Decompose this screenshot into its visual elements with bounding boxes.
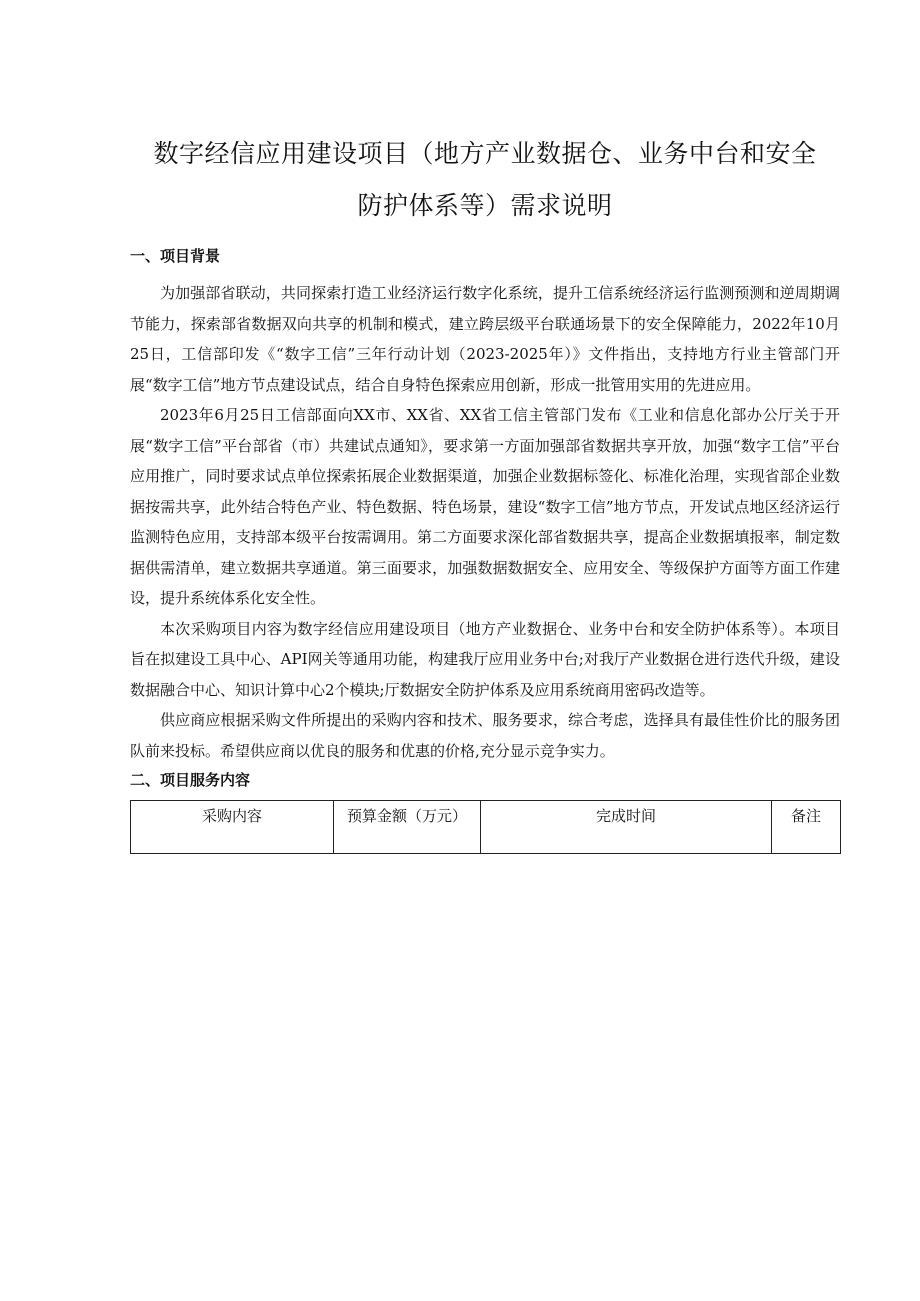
table-header-row <box>131 801 841 854</box>
background-paragraph-3: 本次采购项目内容为数字经信应用建设项目（地方产业数据仓、业务中台和安全防护体系等）。本项目旨在拟建设工具中心、API网关等通用功能，构建我厅应用业务中台;对我厅产业数据仓进行迭代升级，建设数据融合中心、知识计算中心2个模块;厅数据安全防护体系及应用系统商用密码改造等。 <box>130 619 840 699</box>
table-header-cell: 采购内容 <box>131 801 334 854</box>
background-paragraph-1: 为加强部省联动，共同探索打造工业经济运行数字化系统，提升工信系统经济运行监测预测和逆周期调节能力，探索部省数据双向共享的机制和模式，建立跨层级平台联通场景下的安全保障能力，2022年10月25日，工信部印发《“数字工信”三年行动计划（2023-2025年）》文件指出，支持地方行业主管部门开展“数字工信”地方节点建设试点，结合自身特色探索应用创新，形成一批管用实用的先进应用。 <box>130 284 840 394</box>
document-title <box>130 128 840 232</box>
background-paragraph-4: 供应商应根据采购文件所提出的采购内容和技术、服务要求，综合考虑，选择具有最佳性价比的服务团队前来投标。希望供应商以优良的服务和优惠的价格,充分显示竞争实力。 <box>130 711 840 760</box>
section-heading-service-content: 二、项目服务内容 <box>130 771 251 789</box>
section-heading-background: 一、项目背景 <box>130 247 221 265</box>
table-header-cell: 完成时间 <box>481 801 772 854</box>
title-line-1: 数字经信应用建设项目（地方产业数据仓、业务中台和安全 <box>153 139 817 168</box>
background-paragraph-2: 2023年6月25日工信部面向XX市、XX省、XX省工信主管部门发布《工业和信息化部办公厅关于开展“数字工信”平台部省（市）共建试点通知》，要求第一方面加强部省数据共享开放，加强“数字工信”平台应用推广，同时要求试点单位探索拓展企业数据渠道，加强企业数据标签化、标准化治理，实现省部企业数据按需共享，此外结合特色产业、特色数据、特色场景，建设“数字工信”地方节点，开发试点地区经济运行监测特色应用，支持部本级平台按需调用。第二方面要求深化部省数据共享，提高企业数据填报率，制定数据供需清单，建立数据共享通道。第三面要求，加强数据数据安全、应用安全、等级保护方面等方面工作建设，提升系统体系化安全性。 <box>130 406 840 607</box>
table-header-cell: 备注 <box>772 801 841 854</box>
document-page <box>130 128 840 854</box>
service-content-table <box>130 800 841 854</box>
title-line-2: 防护体系等）需求说明 <box>357 191 613 220</box>
table-header-cell: 预算金额（万元） <box>334 801 481 854</box>
